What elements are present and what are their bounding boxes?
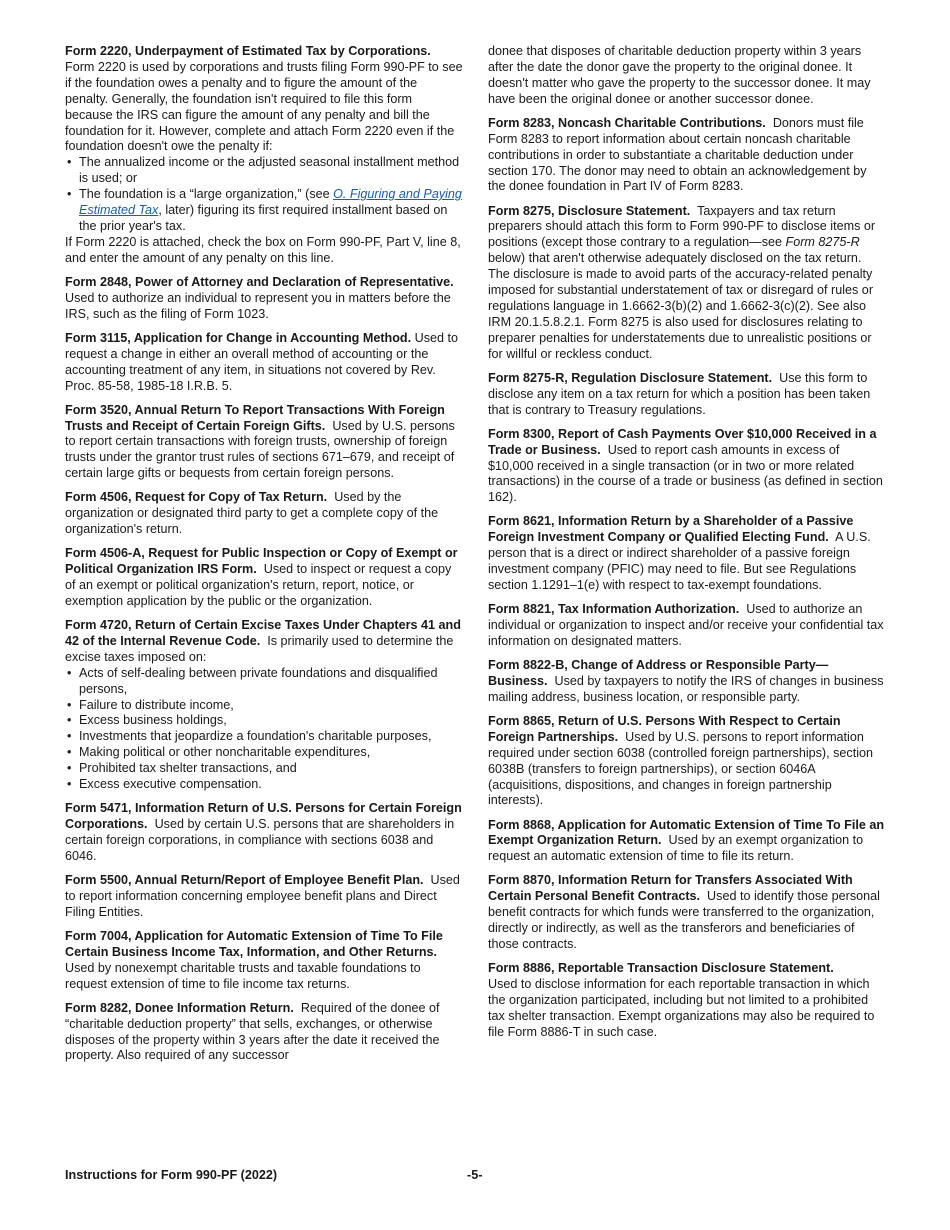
- left-column: [65, 44, 463, 1073]
- entry-body: Form 2220 is used by corporations and trusts filing Form 990-PF to see if the foundation owes a penalty and to figure the amount of the penalty. Generally, the foundation isn't required to file this form because the IRS can figure the amount of any penalty and bill the foundation for it. However, complete and attach Form 2220 even if the foundation doesn't owe the penalty if:: [65, 59, 463, 154]
- entry-form-8868: [488, 818, 886, 866]
- entry-title: Form 5471, Information Return of U.S. Persons for Certain Foreign Corporations.: [65, 801, 462, 832]
- entry-form-8822b: [488, 658, 886, 706]
- entry-body: Used to disclose information for each reportable transaction in which the organization participated, including but not limited to a prohibited tax shelter transaction. Exempt organizations may also be required to file Form 8886-T in such case.: [488, 977, 875, 1039]
- entry-form-8300: [488, 427, 886, 507]
- entry-form-2220: [65, 44, 463, 267]
- entry-title: Form 8300, Report of Cash Payments Over $10,000 Received in a Trade or Business.: [488, 426, 877, 457]
- entry-title: Form 8822-B, Change of Address or Responsible Party—Business.: [488, 658, 829, 688]
- entry-title: Form 8621, Information Return by a Shareholder of a Passive Foreign Investment Company or Qualified Electing Fund.: [488, 514, 854, 545]
- bullet-item: • Investments that jeopardize a foundation's charitable purposes,: [65, 729, 463, 745]
- entry-form-7004: [65, 929, 463, 993]
- bullet-item: • The annualized income or the adjusted seasonal installment method is used; or: [65, 155, 463, 187]
- entry-title: Form 5500, Annual Return/Report of Employee Benefit Plan.: [65, 873, 424, 887]
- entry-body: Used by the organization or designated third party to get a complete copy of the organization's return.: [65, 490, 439, 537]
- entry-body: A U.S. person that is a direct or indirect shareholder of a passive foreign investment company (PFIC) may need to file. But see Regulations section 1.1291–1(e) with respect to tax-exempt foundations.: [488, 530, 871, 593]
- entry-title: Form 7004, Application for Automatic Extension of Time To File Certain Business Income Tax, Information, and Other Returns.: [65, 928, 443, 959]
- entry-title: Form 8821, Tax Information Authorization.: [488, 602, 740, 617]
- entry-form-4720: [65, 618, 463, 793]
- entry-form-5500: [65, 873, 463, 921]
- bullet-text: The foundation is a “large organization,” (see: [79, 187, 334, 202]
- entry-title: Form 8865, Return of U.S. Persons With Respect to Certain Foreign Partnerships.: [488, 713, 841, 744]
- entry-form-8821: [488, 602, 886, 650]
- footer-page-number: -5-: [467, 1168, 483, 1182]
- bullet-item: • Failure to distribute income,: [65, 698, 463, 714]
- entry-form-8870: [488, 873, 886, 953]
- entry-title: Form 2220, Underpayment of Estimated Tax by Corporations.: [65, 44, 431, 58]
- entry-form-3520: [65, 403, 463, 483]
- entry-form-8282-continued: [488, 44, 886, 108]
- entry-body: Used by U.S. persons to report certain transactions with foreign trusts, ownership of foreign trusts under the grantor trust rules of sections 671–679, and receipt of certain large gifts or bequests from certain foreign persons.: [65, 418, 455, 481]
- entry-body: below) that aren't otherwise adequately disclosed on the tax return. The disclosure is made to avoid parts of the accuracy-related penalty imposed for substantial understatement of tax or disregard of rules or regulations language in 1.6662-3(b)(2) and 1.6662-3(c)(2). See also IRM 20.1.5.8.2.1. Form 8275 is also used for disclosures relating to preparer penalties for understatements due to unrealistic positions or for willful or reckless conduct.: [488, 251, 874, 361]
- entry-form-2848: [65, 275, 463, 323]
- entry-body: Used to report cash amounts in excess of $10,000 received in a single transaction (or in two or more related transactions) in the course of a trade or business (as defined in section 162).: [488, 442, 883, 505]
- form-8275r-reference: Form 8275-R: [785, 235, 860, 250]
- entry-body: Is primarily used to determine the excise taxes imposed on:: [65, 633, 454, 664]
- estimated-tax-link[interactable]: O. Figuring and Paying Estimated Tax: [79, 187, 462, 218]
- entry-form-8886: [488, 961, 886, 1041]
- entry-body: Taxpayers and tax return preparers should attach this form to Form 990-PF to disclose items or positions (except those contrary to a regulation—see: [488, 203, 876, 250]
- entry-body: Used by U.S. persons to report information required under section 6038 (controlled foreign partnerships), section 6038B (transfers to foreign partnerships), or section 6046A (acquisitions, dispositions, and changes in foreign partnership interests).: [488, 729, 874, 808]
- entry-body: Used to identify those personal benefit contracts for which funds were transferred to the organization, directly or indirectly, as well as the transferors and beneficiaries of those contracts.: [488, 889, 880, 952]
- entry-form-8865: [488, 714, 886, 809]
- entry-body: Required of the donee of “charitable deduction property” that sells, exchanges, or otherwise disposes of the property within 3 years after the date it received the property. Also required of any successor: [65, 1000, 440, 1063]
- entry-body: Used to report information concerning employee benefit plans and Direct Filing Entities.: [65, 873, 460, 919]
- bullet-item: [65, 187, 463, 235]
- entry-body: Used to inspect or request a copy of an exempt or political organization's return, report, notice, or exemption application by the public or the organization.: [65, 562, 452, 608]
- entry-title: Form 8870, Information Return for Transfers Associated With Certain Personal Benefit Contracts.: [488, 873, 853, 904]
- entry-title: Form 3115, Application for Change in Accounting Method.: [65, 330, 412, 345]
- entry-title: Form 8886, Reportable Transaction Disclosure Statement.: [488, 961, 834, 976]
- entry-body: Used by nonexempt charitable trusts and taxable foundations to request extension of time to file income tax returns.: [65, 960, 421, 991]
- entry-title: Form 2848, Power of Attorney and Declaration of Representative.: [65, 274, 454, 289]
- entry-title: Form 4506-A, Request for Public Inspection or Copy of Exempt or Political Organization IRS Form.: [65, 546, 458, 577]
- entry-title: Form 3520, Annual Return To Report Transactions With Foreign Trusts and Receipt of Certain Foreign Gifts.: [65, 402, 445, 433]
- right-column: [488, 44, 886, 1049]
- bullet-text: , later) figuring its first required installment based on the prior year's tax.: [79, 203, 448, 233]
- entry-form-4506a: [65, 546, 463, 610]
- entry-body: Used by an exempt organization to request an automatic extension of time to file its return.: [488, 833, 864, 864]
- entry-form-8283: [488, 116, 886, 196]
- entry-form-8275r: [488, 371, 886, 419]
- entry-form-5471: [65, 801, 463, 865]
- bullet-item: • Prohibited tax shelter transactions, and: [65, 761, 463, 777]
- entry-title: Form 8283, Noncash Charitable Contributions.: [488, 115, 766, 130]
- entry-title: Form 8282, Donee Information Return.: [65, 1000, 294, 1015]
- entry-closing: If Form 2220 is attached, check the box on Form 990-PF, Part V, line 8, and enter the amount of any penalty on this line.: [65, 234, 461, 265]
- entry-body: Used to request a change in either an overall method of accounting or the accounting treatment of any item, in situations not covered by Rev. Proc. 85-58, 1985-18 I.R.B. 5.: [65, 330, 459, 393]
- bullet-item: • Making political or other noncharitable expenditures,: [65, 745, 463, 761]
- entry-title: Form 8275-R, Regulation Disclosure Statement.: [488, 370, 773, 385]
- entry-title: Form 8868, Application for Automatic Extension of Time To File an Exempt Organization Return.: [488, 817, 885, 848]
- entry-body: donee that disposes of charitable deduction property within 3 years after the date the donor gave the property to the original donee. It doesn't matter who gave the property to the successor donee. It may have been the original donee or another successor donee.: [488, 44, 871, 106]
- entry-form-8275: [488, 204, 886, 363]
- entry-form-8621: [488, 514, 886, 594]
- entry-title: Form 4720, Return of Certain Excise Taxes Under Chapters 41 and 42 of the Internal Revenue Code.: [65, 618, 461, 648]
- entry-body: Used to authorize an individual or organization to inspect and/or receive your confidential tax information on designated matters.: [488, 602, 884, 648]
- bullet-item: • Acts of self-dealing between private foundations and disqualified persons,: [65, 666, 463, 698]
- entry-title: Form 4506, Request for Copy of Tax Return.: [65, 490, 328, 505]
- entry-form-4506: [65, 490, 463, 538]
- entry-body: Used to authorize an individual to represent you in matters before the IRS, such as the filing of Form 1023.: [65, 290, 451, 321]
- bullet-item: • Excess executive compensation.: [65, 777, 463, 793]
- entry-body: Use this form to disclose any item on a tax return for which a position has been taken that is contrary to Treasury regulations.: [488, 370, 871, 417]
- entry-body: Used by taxpayers to notify the IRS of changes in business mailing address, business location, or responsible party.: [488, 673, 884, 704]
- entry-title: Form 8275, Disclosure Statement.: [488, 203, 691, 218]
- entry-form-3115: [65, 331, 463, 395]
- entry-text: [65, 44, 463, 155]
- entry-form-8282: [65, 1001, 463, 1065]
- entry-body: Donors must file Form 8283 to report information about certain noncash charitable contributions in order to substantiate a charitable deduction under section 170. The donor may need to obtain an acknowledgement by the donee foundation in Part IV of Form 8283.: [488, 115, 867, 194]
- entry-body: Used by certain U.S. persons that are shareholders in certain foreign corporations, in compliance with sections 6038 and 6046.: [65, 817, 455, 863]
- footer-document-title: Instructions for Form 990-PF (2022): [65, 1168, 278, 1182]
- bullet-item: • Excess business holdings,: [65, 713, 463, 729]
